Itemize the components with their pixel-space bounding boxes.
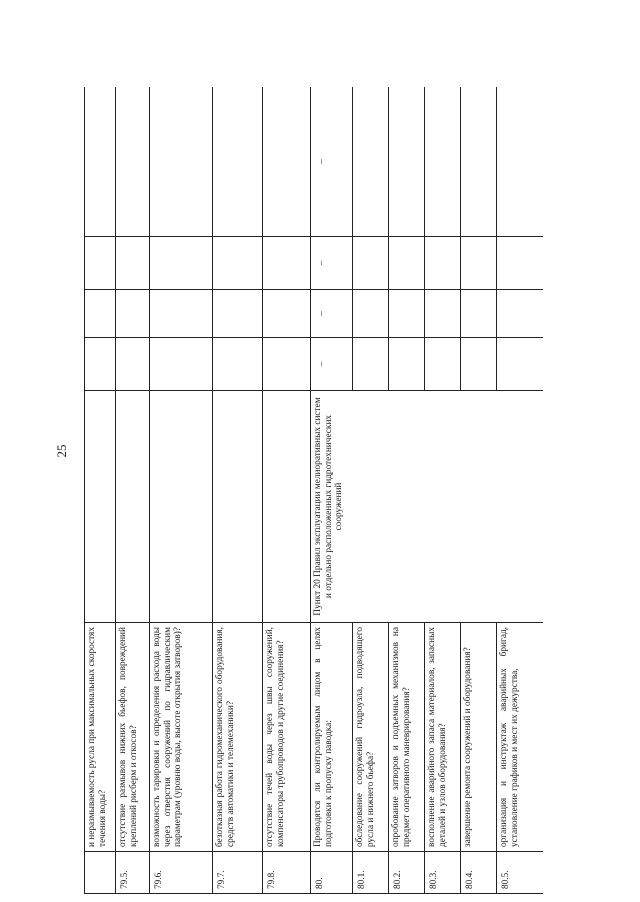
row-note bbox=[213, 87, 263, 237]
row-answer-na bbox=[263, 237, 311, 290]
table-row bbox=[85, 87, 116, 894]
row-answer-yes bbox=[116, 338, 150, 391]
row-answer-yes bbox=[461, 338, 497, 391]
row-question: возможность тарировки и определения расхода воды через отверстия сооружений по гидравлическим параметрам (уровню воды, высоте открытия затворов)? bbox=[150, 623, 213, 852]
row-number: 80.1. bbox=[353, 852, 389, 894]
row-number: 80.2. bbox=[389, 852, 425, 894]
row-answer-no bbox=[353, 290, 389, 338]
table-row bbox=[150, 87, 213, 894]
row-number: 80.3. bbox=[425, 852, 461, 894]
row-answer-na bbox=[461, 237, 497, 290]
table-row bbox=[311, 87, 353, 894]
row-question: Проводятся ли контролируемым лицом в целях подготовки к пропуску паводка: bbox=[311, 623, 353, 852]
row-number: 79.7. bbox=[213, 852, 263, 894]
row-answer-no bbox=[425, 290, 461, 338]
row-answer-na bbox=[85, 237, 116, 290]
table-body bbox=[85, 87, 544, 894]
table-row bbox=[263, 87, 311, 894]
row-answer-na: – bbox=[311, 237, 353, 290]
row-question: отсутствие течей воды через швы сооружений, компенсаторы трубопроводов и другие соединения? bbox=[263, 623, 311, 852]
row-note bbox=[497, 87, 544, 237]
row-answer-na bbox=[425, 237, 461, 290]
row-answer-no bbox=[263, 290, 311, 338]
row-answer-yes bbox=[263, 338, 311, 391]
row-legal-reference bbox=[263, 391, 311, 623]
row-number bbox=[85, 852, 116, 894]
row-answer-no bbox=[461, 290, 497, 338]
page-number: 25 bbox=[54, 444, 69, 458]
checklist-table bbox=[84, 87, 543, 894]
row-answer-no bbox=[213, 290, 263, 338]
row-legal-reference bbox=[213, 391, 263, 623]
row-note bbox=[425, 87, 461, 237]
row-answer-no bbox=[497, 290, 544, 338]
row-note bbox=[263, 87, 311, 237]
row-legal-reference: Пункт 20 Правил эксплуатации мелиоративных систем и отдельно расположенных гидротехнических сооружений bbox=[311, 391, 544, 623]
row-answer-na bbox=[116, 237, 150, 290]
row-number: 80.5. bbox=[497, 852, 544, 894]
row-answer-yes bbox=[85, 338, 116, 391]
row-answer-yes bbox=[497, 338, 544, 391]
row-answer-no bbox=[389, 290, 425, 338]
row-legal-reference bbox=[116, 391, 150, 623]
row-question: отсутствие размывов нижних бьефов, повреждений креплений рисберм и откосов? bbox=[116, 623, 150, 852]
row-answer-no: – bbox=[311, 290, 353, 338]
row-question: организация и инструктаж аварийных бригад, установление графиков и мест их дежурства, bbox=[497, 623, 544, 852]
row-answer-na bbox=[213, 237, 263, 290]
row-number: 80.4. bbox=[461, 852, 497, 894]
row-question: и неразмываемость русла при максимальных скоростях течения воды? bbox=[85, 623, 116, 852]
row-answer-yes bbox=[389, 338, 425, 391]
checklist-table-frame bbox=[84, 87, 543, 894]
rotated-table-layer bbox=[84, 87, 543, 894]
row-note bbox=[353, 87, 389, 237]
row-answer-yes bbox=[353, 338, 389, 391]
row-note bbox=[150, 87, 213, 237]
row-note bbox=[116, 87, 150, 237]
row-answer-yes bbox=[150, 338, 213, 391]
row-legal-reference bbox=[150, 391, 213, 623]
row-note bbox=[461, 87, 497, 237]
row-number: 79.8. bbox=[263, 852, 311, 894]
row-answer-na bbox=[150, 237, 213, 290]
row-question: обследование сооружений гидроузла, подводящего русла и нижнего бьефа? bbox=[353, 623, 389, 852]
row-note bbox=[85, 87, 116, 237]
row-answer-yes bbox=[425, 338, 461, 391]
row-number: 80. bbox=[311, 852, 353, 894]
row-answer-na bbox=[389, 237, 425, 290]
row-number: 79.6. bbox=[150, 852, 213, 894]
row-question: опробование затворов и подъемных механизмов на предмет оперативного маневрирования? bbox=[389, 623, 425, 852]
row-legal-reference bbox=[85, 391, 116, 623]
row-note: – bbox=[311, 87, 353, 237]
row-question: завершение ремонта сооружений и оборудования? bbox=[461, 623, 497, 852]
row-answer-yes: – bbox=[311, 338, 353, 391]
row-answer-na bbox=[353, 237, 389, 290]
row-answer-no bbox=[150, 290, 213, 338]
row-answer-no bbox=[85, 290, 116, 338]
row-question: восполнение аварийного запаса материалов, запасных деталей и узлов оборудования? bbox=[425, 623, 461, 852]
table-row bbox=[213, 87, 263, 894]
row-note bbox=[389, 87, 425, 237]
row-answer-yes bbox=[213, 338, 263, 391]
row-answer-na bbox=[497, 237, 544, 290]
row-answer-no bbox=[116, 290, 150, 338]
table-row bbox=[116, 87, 150, 894]
row-question: безотказная работа гидромеханического оборудования, средств автоматики и телемеханики? bbox=[213, 623, 263, 852]
row-number: 79.5. bbox=[116, 852, 150, 894]
